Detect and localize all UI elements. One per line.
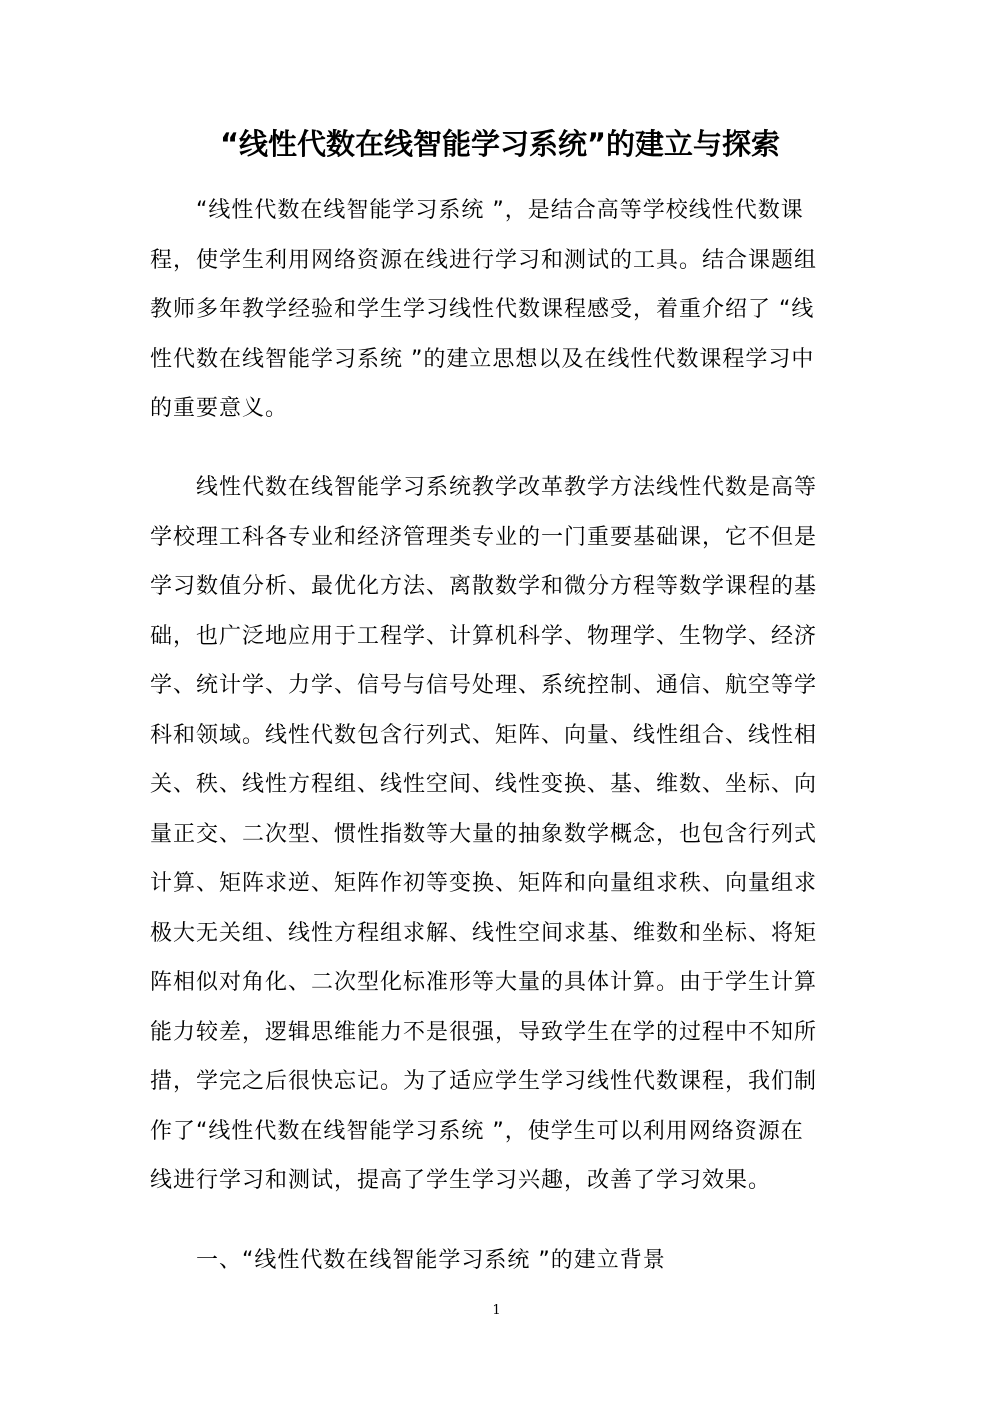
- page-number: 1: [492, 1303, 501, 1318]
- paragraph-line: 础，也广泛地应用于工程学、计算机科学、物理学、生物学、经济: [150, 623, 818, 649]
- paragraph-line: 极大无关组、线性方程组求解、线性空间求基、维数和坐标、将矩: [150, 920, 818, 946]
- paragraph-abstract: [150, 186, 850, 434]
- paragraph-line: 教师多年教学经验和学生学习线性代数课程感受，着重介绍了 “线: [150, 297, 815, 322]
- paragraph-line: 学习数值分析、最优化方法、离散数学和微分方程等数学课程的基: [150, 574, 818, 599]
- section-heading: 一、“线性代数在线智能学习系统 ”的建立背景: [196, 1248, 666, 1273]
- paragraph-line: 的重要意义。: [150, 396, 289, 421]
- paragraph-line: 能力较差，逻辑思维能力不是很强，导致学生在学的过程中不知所: [150, 1019, 818, 1045]
- document-title: “线性代数在线智能学习系统”的建立与探索: [219, 127, 781, 161]
- paragraph-line: 性代数在线智能学习系统 ”的建立思想以及在线性代数课程学习中: [150, 346, 815, 372]
- paragraph-line: “线性代数在线智能学习系统 ”，是结合高等学校线性代数课: [196, 198, 804, 223]
- paragraph-line: 作了“线性代数在线智能学习系统 ”，使学生可以利用网络资源在: [150, 1118, 804, 1144]
- paragraph-line: 计算、矩阵求逆、矩阵作初等变换、矩阵和向量组求秩、向量组求: [150, 871, 818, 896]
- paragraph-line: 线性代数在线智能学习系统教学改革教学方法线性代数是高等: [196, 475, 818, 500]
- paragraph-line: 学、统计学、力学、信号与信号处理、系统控制、通信、航空等学: [150, 673, 818, 698]
- paragraph-line: 关、秩、线性方程组、线性空间、线性变换、基、维数、坐标、向: [150, 772, 818, 797]
- paragraph-line: 量正交、二次型、惯性指数等大量的抽象数学概念，也包含行列式: [150, 821, 818, 847]
- paragraph-body: [150, 463, 850, 1206]
- paragraph-line: 学校理工科各专业和经济管理类专业的一门重要基础课，它不但是: [150, 524, 818, 550]
- paragraph-line: 阵相似对角化、二次型化标准形等大量的具体计算。由于学生计算: [150, 970, 818, 995]
- paragraph-line: 线进行学习和测试，提高了学生学习兴趣，改善了学习效果。: [150, 1168, 772, 1193]
- paragraph-line: 程，使学生利用网络资源在线进行学习和测试的工具。结合课题组: [150, 247, 818, 273]
- paragraph-line: 措，学完之后很快忘记。为了适应学生学习线性代数课程，我们制: [150, 1069, 818, 1094]
- paragraph-line: 科和领域。线性代数包含行列式、矩阵、向量、线性组合、线性相: [150, 722, 818, 748]
